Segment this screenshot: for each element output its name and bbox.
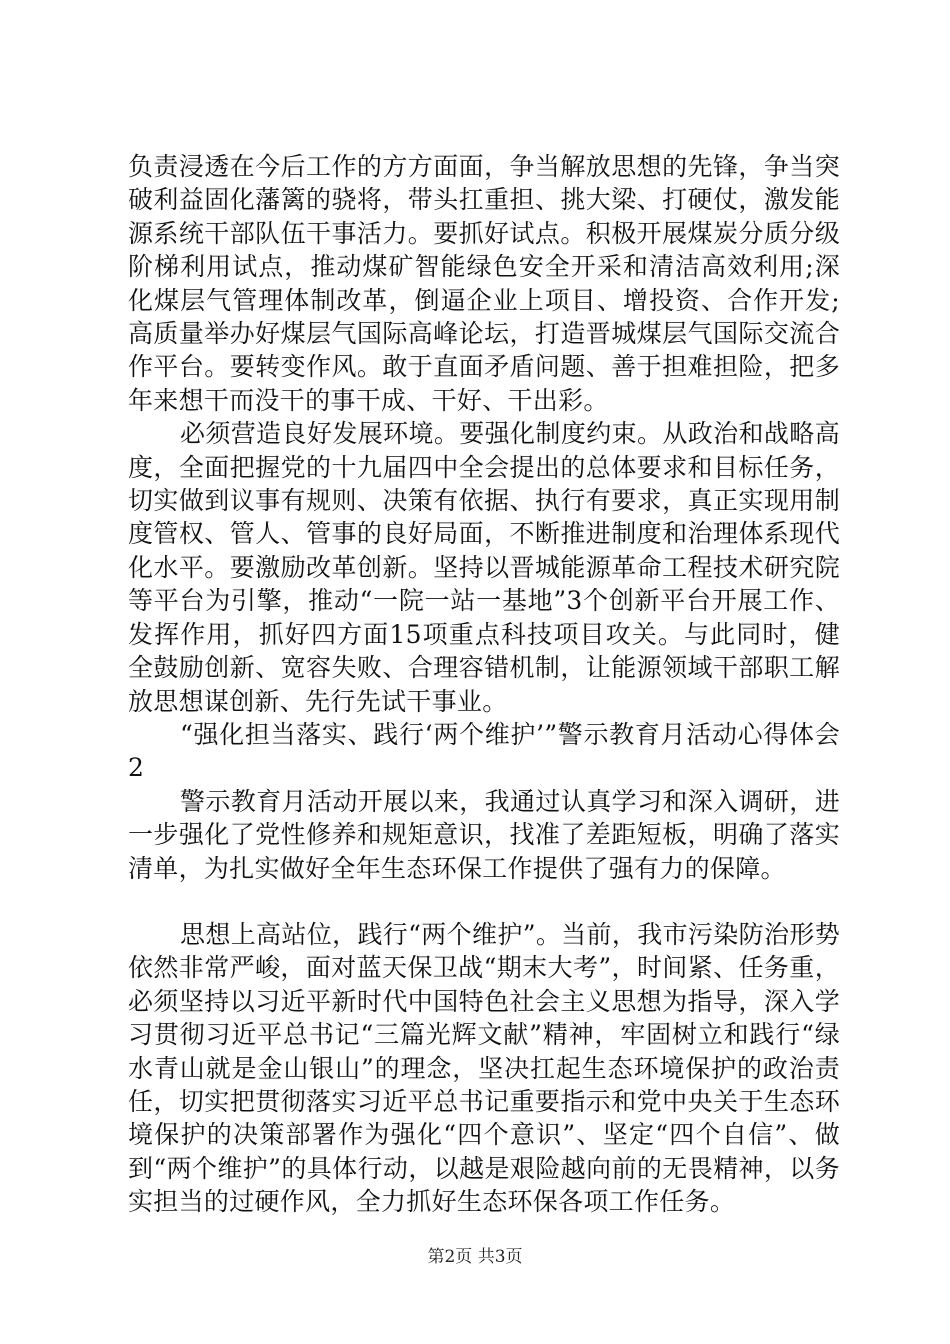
paragraph-intro: 警示教育月活动开展以来，我通过认真学习和深入调研，进一步强化了党性修养和规矩意识，找准了差距短板，明确了落实清单，为扎实做好全年生态环保工作提供了强有力的保障。 xyxy=(128,786,840,883)
paragraph-environment: 必须营造良好发展环境。要强化制度约束。从政治和战略高度，全面把握党的十九届四中全会提出的总体要求和目标任务，切实做到议事有规则、决策有依据、执行有要求，真正实现用制度管权、管人、管事的良好局面，不断推进制度和治理体系现代化水平。要激励改革创新。坚持以晋城能源革命工程技术研究院等平台为引擎，推动“一院一站一基地”3个创新平台开展工作、发挥作用，抓好四方面15项重点科技项目攻关。与此同时，健全鼓励创新、宽容失败、合理容错机制，让能源领域干部职工解放思想谋创新、先行先试干事业。 xyxy=(128,419,840,716)
page-number-footer: 第2页 共3页 xyxy=(427,1247,523,1267)
section-title: “强化担当落实、践行‘两个维护’”警示教育月活动心得体会2 xyxy=(128,719,840,783)
paragraph-thought: 思想上高站位，践行“两个维护”。当前，我市污染防治形势依然非常严峻，面对蓝天保卫战“期末大考”，时间紧、任务重，必须坚持以习近平新时代中国特色社会主义思想为指导，深入学习贯彻习近平总书记“三篇光辉文献”精神，牢固树立和践行“绿水青山就是金山银山”的理念，坚决扛起生态环境保护的政治责任，切实把贯彻落实习近平总书记重要指示和党中央关于生态环境保护的决策部署作为强化“四个意识”、坚定“四个自信”、做到“两个维护”的具体行动，以越是艰险越向前的无畏精神，以务实担当的过硬作风，全力抓好生态环保各项工作任务。 xyxy=(128,919,840,1217)
paragraph-continued: 负责浸透在今后工作的方方面面，争当解放思想的先锋，争当突破利益固化藩篱的骁将，带头扛重担、挑大梁、打硬仗，激发能源系统干部队伍干事活力。要抓好试点。积极开展煤炭分质分级阶梯利用试点，推动煤矿智能绿色安全开采和清洁高效利用;深化煤层气管理体制改革，倒逼企业上项目、增投资、合作开发;高质量举办好煤层气国际高峰论坛，打造晋城煤层气国际交流合作平台。要转变作风。敢于直面矛盾问题、善于担难担险，把多年来想干而没干的事干成、干好、干出彩。 xyxy=(128,152,840,415)
document-body xyxy=(128,150,840,1219)
